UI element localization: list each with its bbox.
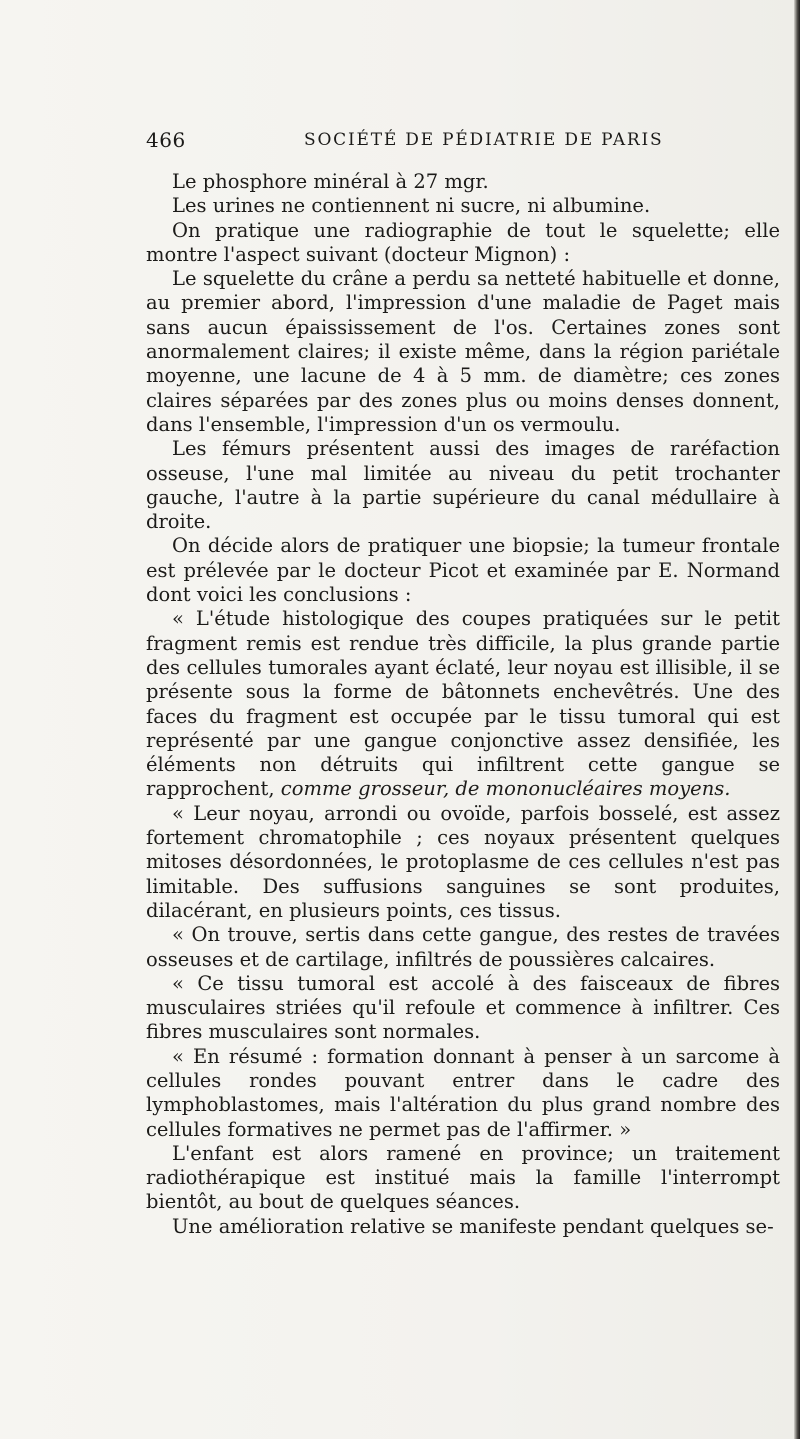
italic-phrase: comme grosseur, de mononucléaires moyens. xyxy=(274,777,731,801)
paragraph: Les urines ne contiennent ni sucre, ni albumine. xyxy=(172,194,651,218)
paragraph-quote: « On trouve, sertis dans cette gangue, des restes de travées osseuses et de cartilage, infiltrés de poussières calcaires. xyxy=(146,923,780,971)
running-title: SOCIÉTÉ DE PÉDIATRIE DE PARIS xyxy=(304,130,664,150)
paragraph: Le squelette du crâne a perdu sa netteté habituelle et donne, au premier abord, l'impression d'une maladie de Paget mais sans aucun épaississement de l'os. Certaines zones sont anormalement claires; il existe même, dans la région pariétale moyenne, une lacune de 4 à 5 mm. de diamètre; ces zones claires séparées par des zones plus ou moins denses donnent, dans l'ensemble, l'impression d'un os vermoulu. xyxy=(146,267,780,436)
paragraph-quote: « En résumé : formation donnant à penser à un sarcome à cellules rondes pouvant entrer dans le cadre des lymphoblastomes, mais l'altération du plus grand nombre des cellules formatives ne permet pas de l'affirmer. » xyxy=(146,1044,780,1141)
paragraph: Le phosphore minéral à 27 mgr. xyxy=(172,170,489,193)
paragraph: On pratique une radiographie de tout le squelette; elle montre l'aspect suivant (docteur Mignon) : xyxy=(146,218,780,266)
paragraph-quote: « Ce tissu tumoral est accolé à des faisceaux de fibres musculaires striées qu'il refoule et commence à infiltrer. Ces fibres musculaires sont normales. xyxy=(146,971,780,1044)
paragraph: Les fémurs présentent aussi des images de raréfaction osseuse, l'une mal limitée au niveau du petit trochanter gauche, l'autre à la partie supérieure du canal médullaire à droite. xyxy=(146,437,780,534)
paragraph: Une amélioration relative se manifeste pendant quelques se- xyxy=(172,1214,774,1238)
paragraph: L'enfant est alors ramené en province; un traitement radiothérapique est institué mais la famille l'interrompt bientôt, au bout de quelques séances. xyxy=(146,1141,780,1214)
body-text xyxy=(146,170,780,1239)
paragraph-quote: « Leur noyau, arrondi ou ovoïde, parfois bosselé, est assez fortement chromatophile ; ces noyaux présentent quelques mitoses désordonnées, le protoplasme de ces cellules n'est pas limitable. Des suffusions sanguines se sont produites, dilacérant, en plusieurs points, ces tissus. xyxy=(146,801,780,922)
page-header xyxy=(146,128,780,156)
paragraph-quote: « L'étude histologique des coupes pratiquées sur le petit fragment remis est rendue très difficile, la plus grande partie des cellules tumorales ayant éclaté, leur noyau est illisible, il se présente sous la forme de bâtonnets enchevêtrés. Une des faces du fragment est occupée par le tissu tumoral qui est représenté par une gangue conjonctive assez densifiée, les éléments non détruits qui infiltrent cette gangue se rapprochent, comme grosseur, de mononucléaires moyens. xyxy=(146,607,780,801)
paragraph: On décide alors de pratiquer une biopsie; la tumeur frontale est prélevée par le docteur Picot et examinée par E. Normand dont voici les conclusions : xyxy=(146,534,780,607)
page-number: 466 xyxy=(146,128,186,152)
page-edge-shadow xyxy=(794,0,800,1439)
